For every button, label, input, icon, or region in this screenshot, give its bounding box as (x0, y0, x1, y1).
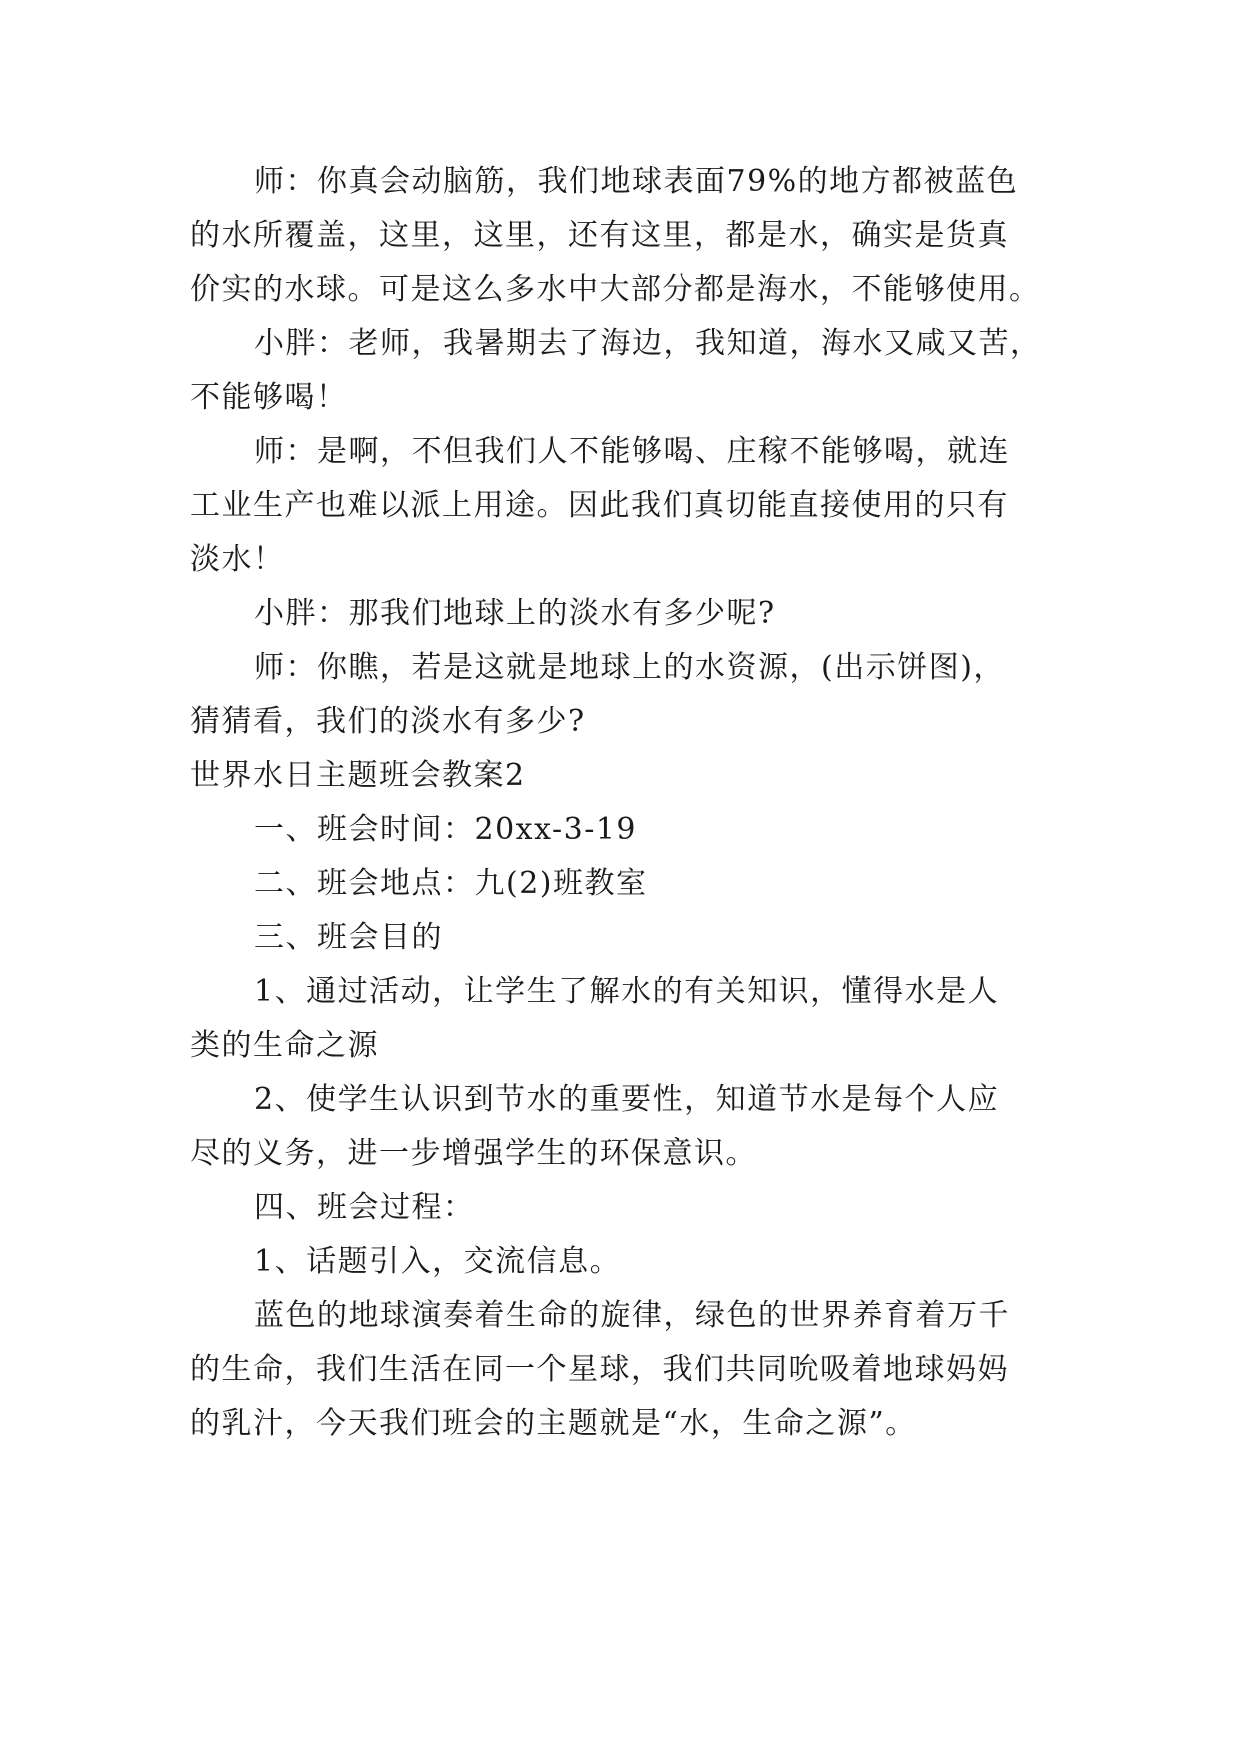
paragraph-line: 的水所覆盖，这里，这里，还有这里，都是水，确实是货真 (190, 218, 1009, 253)
paragraph-line: 四、班会过程： (254, 1190, 475, 1225)
paragraph-line: 师：你真会动脑筋，我们地球表面79%的地方都被蓝色 (254, 164, 1019, 199)
paragraph-line: 一、班会时间：20xx-3-19 (254, 812, 638, 847)
paragraph-line: 淡水！ (190, 542, 285, 577)
paragraph-line: 类的生命之源 (190, 1028, 379, 1063)
paragraph-line: 不能够喝！ (190, 380, 348, 415)
section-title: 世界水日主题班会教案2 (190, 758, 526, 793)
paragraph-line: 三、班会目的 (254, 920, 443, 955)
paragraph-line: 二、班会地点：九(2)班教室 (254, 866, 648, 901)
paragraph-line: 尽的义务，进一步增强学生的环保意识。 (190, 1136, 757, 1171)
paragraph-line: 1、话题引入，交流信息。 (254, 1244, 622, 1279)
paragraph-line: 小胖：那我们地球上的淡水有多少呢? (254, 596, 776, 631)
paragraph-line: 蓝色的地球演奏着生命的旋律，绿色的世界养育着万千 (254, 1298, 1010, 1333)
paragraph-line: 的生命，我们生活在同一个星球，我们共同吮吸着地球妈妈 (190, 1352, 1009, 1387)
paragraph-line: 师：是啊，不但我们人不能够喝、庄稼不能够喝，就连 (254, 434, 1010, 469)
paragraph-line: 1、通过活动，让学生了解水的有关知识，懂得水是人 (254, 974, 1000, 1009)
paragraph-line: 师：你瞧，若是这就是地球上的水资源，(出示饼图)， (254, 650, 1005, 685)
paragraph-line: 工业生产也难以派上用途。因此我们真切能直接使用的只有 (190, 488, 1009, 523)
paragraph-line: 的乳汁，今天我们班会的主题就是“水，生命之源”。 (190, 1406, 917, 1441)
paragraph-line: 价实的水球。可是这么多水中大部分都是海水，不能够使用。 (190, 272, 1041, 307)
paragraph-line: 小胖：老师，我暑期去了海边，我知道，海水又咸又苦， (254, 326, 1042, 361)
paragraph-line: 猜猜看，我们的淡水有多少? (190, 704, 586, 739)
paragraph-line: 2、使学生认识到节水的重要性，知道节水是每个人应 (254, 1082, 1000, 1117)
